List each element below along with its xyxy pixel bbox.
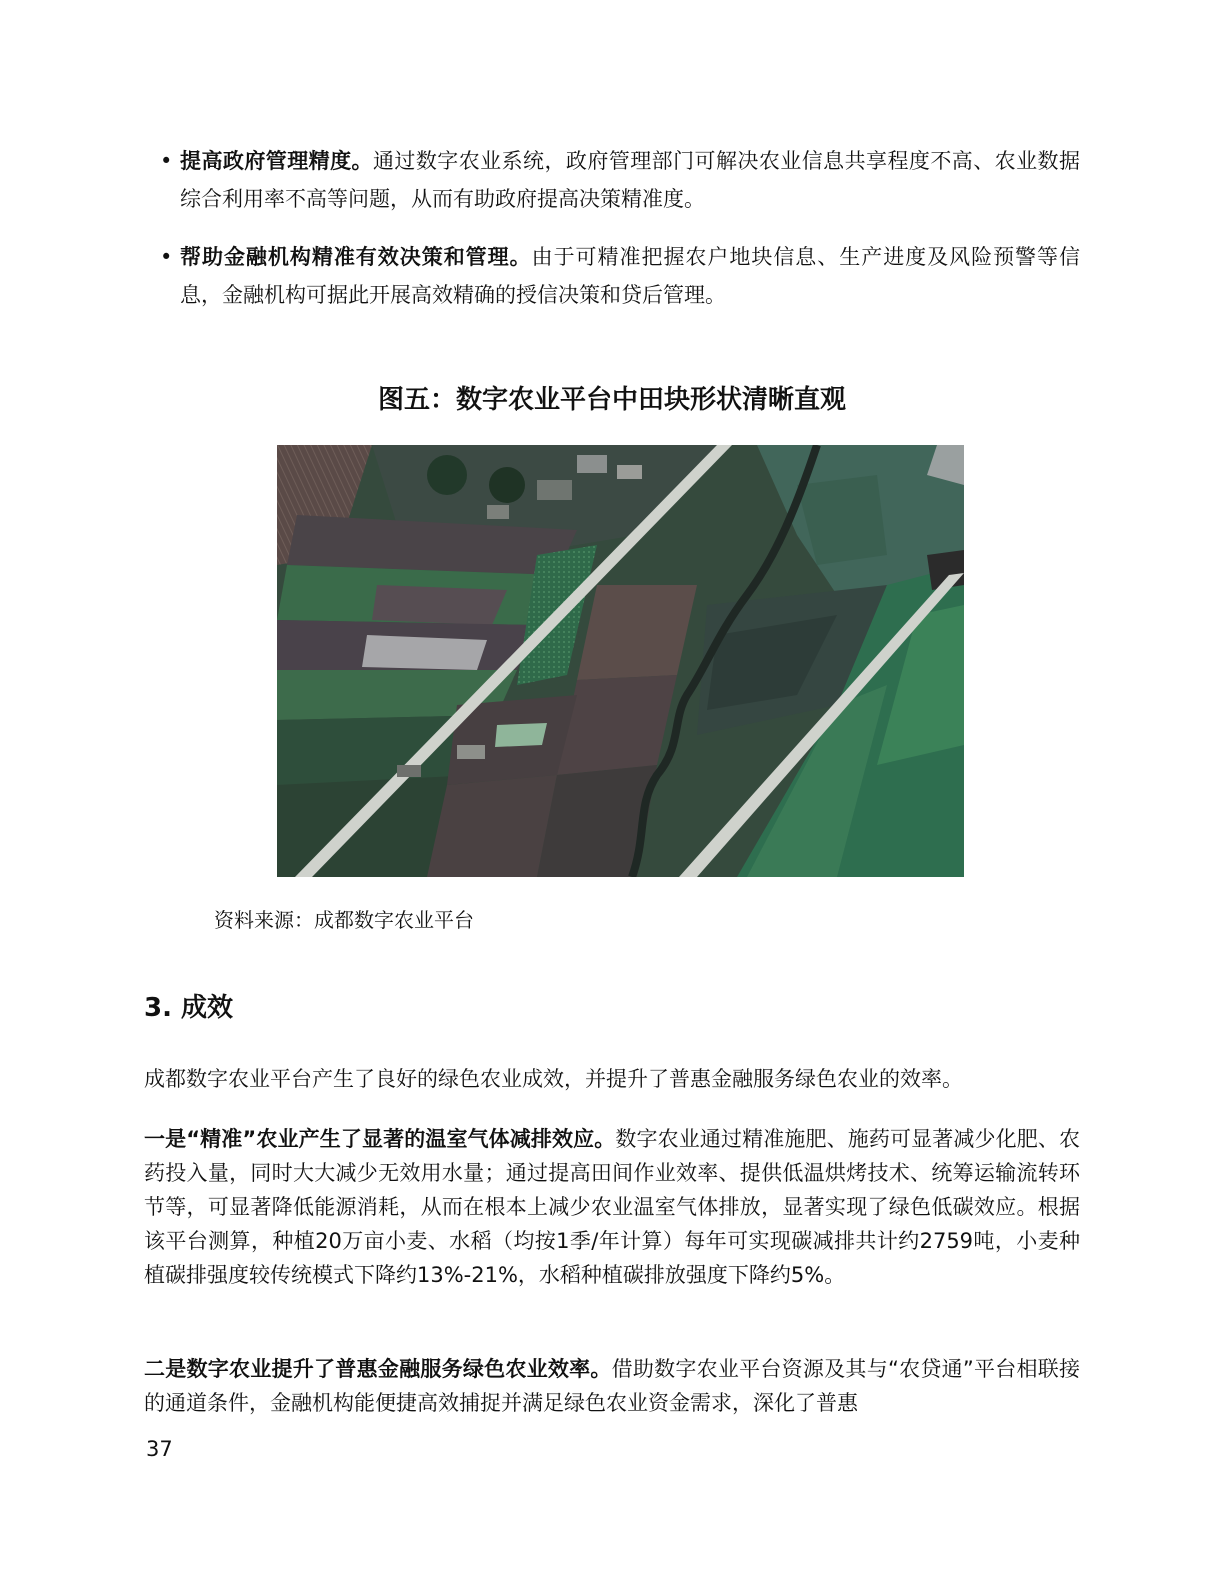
bullet-government-precision bbox=[160, 142, 1080, 218]
page-number: 37 bbox=[146, 1437, 173, 1461]
bullet-bold-lead: 提高政府管理精度。 bbox=[180, 149, 373, 173]
satellite-image bbox=[277, 445, 964, 877]
bullet-bold-lead: 帮助金融机构精准有效决策和管理。 bbox=[180, 245, 532, 269]
paragraph-body: 借助数字农业平台资源及其与“农贷通”平台相联接的通道条件，金融机构能便捷高效捕捉并满足绿色农业资金需求，深化了普惠 bbox=[144, 1357, 1080, 1415]
figure-title: 图五：数字农业平台中田块形状清晰直观 bbox=[377, 385, 846, 415]
paragraph-inclusive-finance bbox=[144, 1352, 1080, 1420]
bullet-financial-institutions bbox=[160, 238, 1080, 314]
bullet-dot: • bbox=[160, 245, 173, 269]
section-heading: 3. 成效 bbox=[144, 993, 234, 1023]
paragraph-bold-lead: 二是数字农业提升了普惠金融服务绿色农业效率。 bbox=[144, 1357, 612, 1381]
paragraph-bold-lead: 一是“精准”农业产生了显著的温室气体减排效应。 bbox=[144, 1127, 616, 1151]
section-intro: 成都数字农业平台产生了良好的绿色农业成效，并提升了普惠金融服务绿色农业的效率。 bbox=[144, 1067, 963, 1091]
bullet-body: 由于可精准把握农户地块信息、生产进度及风险预警等信息，金融机构可据此开展高效精确的授信决策和贷后管理。 bbox=[180, 245, 1081, 307]
bullet-dot: • bbox=[160, 149, 173, 173]
paragraph-body: 数字农业通过精准施肥、施药可显著减少化肥、农药投入量，同时大大减少无效用水量；通过提高田间作业效率、提供低温烘烤技术、统筹运输流转环节等，可显著降低能源消耗，从而在根本上减少农业温室气体排放，显著实现了绿色低碳效应。根据该平台测算，种植20万亩小麦、水稻（均按1季/年计算）每年可实现碳减排共计约2759吨，小麦种植碳排强度较传统模式下降约13%-21%，水稻种植碳排放强度下降约5%。 bbox=[144, 1127, 1080, 1287]
paragraph-emission-reduction bbox=[144, 1122, 1080, 1292]
figure-source: 资料来源：成都数字农业平台 bbox=[214, 908, 474, 932]
bullet-body: 通过数字农业系统，政府管理部门可解决农业信息共享程度不高、农业数据综合利用率不高等问题，从而有助政府提高决策精准度。 bbox=[180, 149, 1080, 211]
